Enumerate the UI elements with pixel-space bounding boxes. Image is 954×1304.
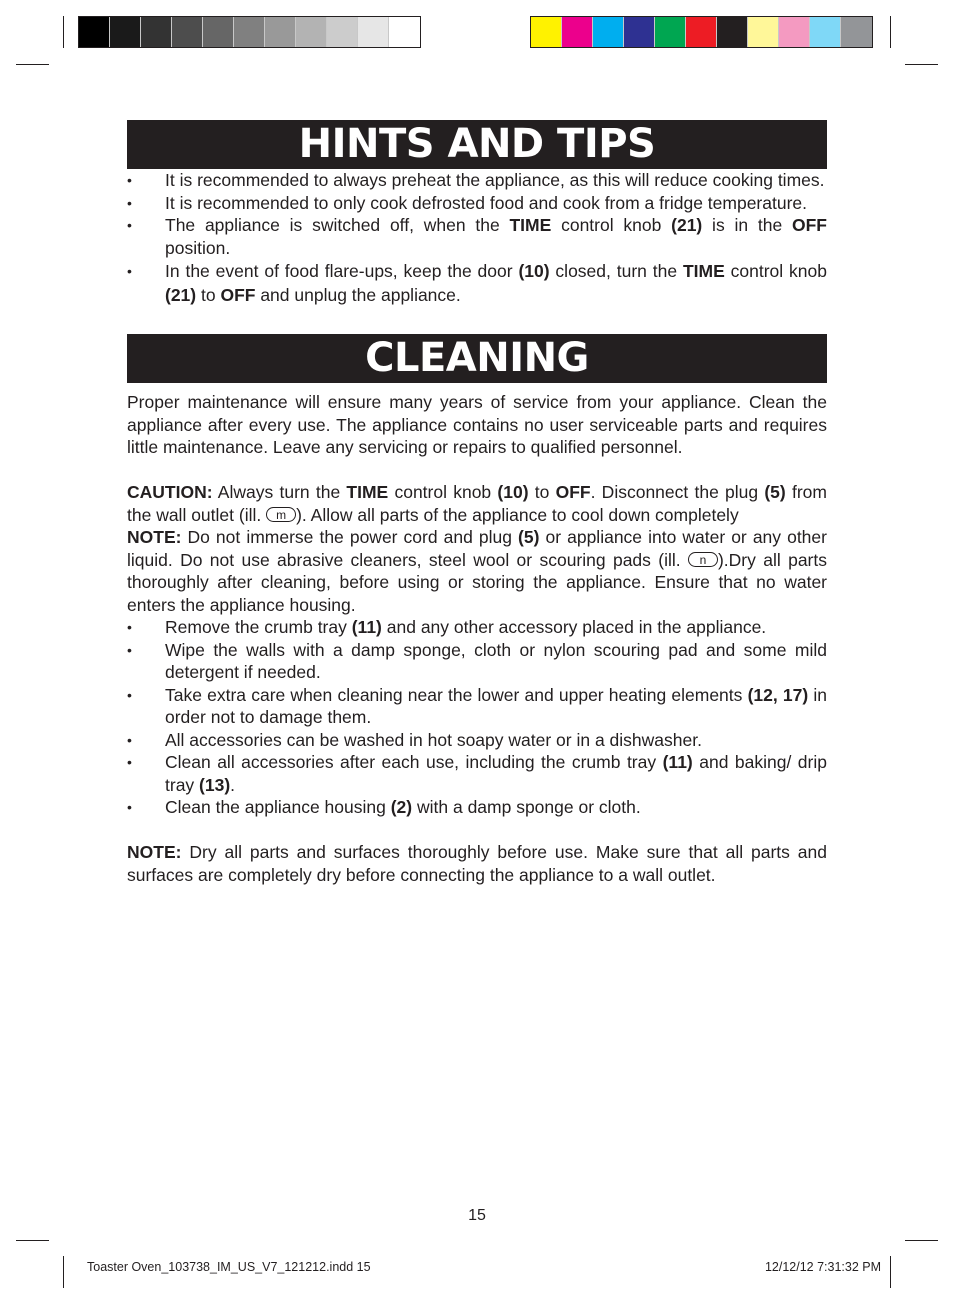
color-swatch [203, 17, 234, 47]
bold-text: (2) [390, 797, 413, 817]
bold-text: (21) [671, 215, 703, 235]
bold-text: OFF [792, 215, 827, 235]
cleaning-intro: Proper maintenance will ensure many years of service from your appliance. Clean the appliance after every use. The appliance contains no user serviceable parts and requires little maintenance. Leave any servicing or repairs to qualified personnel. [127, 392, 827, 457]
color-swatch [296, 17, 327, 47]
crop-mark [63, 1256, 64, 1288]
crop-mark [16, 1240, 49, 1241]
color-swatch [141, 17, 172, 47]
crop-mark [16, 64, 49, 65]
list-item: • Clean all accessories after each use, including the crumb tray (11) and baking/ drip tray (13). [127, 751, 827, 796]
color-swatch [717, 17, 748, 47]
list-item: • Wipe the walls with a damp sponge, cloth or nylon scouring pad and some mild detergent if needed. [127, 639, 827, 684]
process-color-bar [530, 16, 873, 48]
list-item: • It is recommended to always preheat the appliance, as this will reduce cooking times. [127, 169, 827, 192]
note-paragraph: NOTE: Do not immerse the power cord and plug (5) or appliance into water or any other liquid. Do not use abrasive cleaners, steel wool or scouring pads (ill. n ).Dry all parts thoroughly after cleaning, before using or storing the appliance. Ensure that no water enters the appliance housing. [127, 527, 827, 615]
list-item: • Take extra care when cleaning near the lower and upper heating elements (12, 17) in order not to damage them. [127, 684, 827, 729]
color-swatch [327, 17, 358, 47]
bold-text: (13) [199, 774, 231, 795]
color-swatch [110, 17, 141, 47]
bold-text: (5) [764, 482, 786, 502]
color-swatch [810, 17, 841, 47]
bold-text: (11) [662, 752, 693, 772]
crop-mark [905, 64, 938, 65]
list-item: • All accessories can be washed in hot soapy water or in a dishwasher. [127, 729, 827, 752]
list-item: • It is recommended to only cook defrosted food and cook from a fridge temperature. [127, 192, 827, 215]
footer-file-info: Toaster Oven_103738_IM_US_V7_121212.indd 15 [87, 1260, 371, 1274]
hints-heading: HINTS AND TIPS [127, 120, 827, 169]
color-swatch [841, 17, 872, 47]
caution-paragraph: CAUTION: Always turn the TIME control knob (10) to OFF. Disconnect the plug (5) from the wall outlet (ill. m ). Allow all parts of the appliance to cool down completely [127, 482, 827, 525]
list-item: • Remove the crumb tray (11) and any other accessory placed in the appliance. [127, 616, 827, 639]
color-swatch [779, 17, 810, 47]
bold-text: CAUTION: [127, 482, 213, 502]
bold-text: TIME [509, 215, 552, 235]
crop-mark [905, 1240, 938, 1241]
bold-text: TIME [682, 261, 725, 281]
footer-timestamp: 12/12/12 7:31:32 PM [764, 1260, 881, 1274]
color-swatch [172, 17, 203, 47]
bold-text: (10) [497, 482, 529, 502]
color-swatch [234, 17, 265, 47]
color-swatch [265, 17, 296, 47]
list-item: • The appliance is switched off, when the TIME control knob (21) is in the OFF position. [127, 214, 827, 259]
color-swatch [531, 17, 562, 47]
color-swatch [79, 17, 110, 47]
crop-mark [63, 16, 64, 48]
bold-text: (21) [165, 285, 197, 305]
final-note-paragraph: NOTE: Dry all parts and surfaces thoroughly before use. Make sure that all parts and surfaces are completely dry before connecting the appliance to a wall outlet. [127, 842, 827, 885]
crop-mark [890, 16, 891, 48]
color-swatch [748, 17, 779, 47]
color-swatch [655, 17, 686, 47]
color-swatch [686, 17, 717, 47]
illustration-ref-icon: m [266, 507, 296, 522]
color-swatch [593, 17, 624, 47]
page-number: 15 [468, 1207, 486, 1224]
bold-text: (12, 17) [747, 684, 809, 705]
bold-text: (10) [518, 261, 550, 281]
bold-text: OFF [555, 482, 591, 502]
bold-text: NOTE: [127, 527, 182, 547]
list-item: • Clean the appliance housing (2) with a damp sponge or cloth. [127, 796, 827, 819]
list-item: • In the event of food flare-ups, keep the door (10) closed, turn the TIME control knob (21) to OFF and unplug the appliance. [127, 259, 827, 307]
bold-text: OFF [220, 285, 256, 305]
illustration-ref-icon: n [688, 552, 718, 567]
gray-color-bar [78, 16, 421, 48]
bold-text: TIME [346, 482, 389, 502]
color-swatch [358, 17, 389, 47]
bold-text: (11) [351, 617, 382, 637]
cleaning-list [127, 616, 827, 819]
color-swatch [389, 17, 420, 47]
crop-mark [890, 1256, 891, 1288]
bold-text: NOTE: [127, 842, 182, 862]
color-swatch [562, 17, 593, 47]
color-swatch [624, 17, 655, 47]
page-content [127, 120, 827, 886]
hints-list [127, 169, 827, 307]
bold-text: (5) [518, 527, 540, 547]
cleaning-heading: CLEANING [127, 334, 827, 383]
